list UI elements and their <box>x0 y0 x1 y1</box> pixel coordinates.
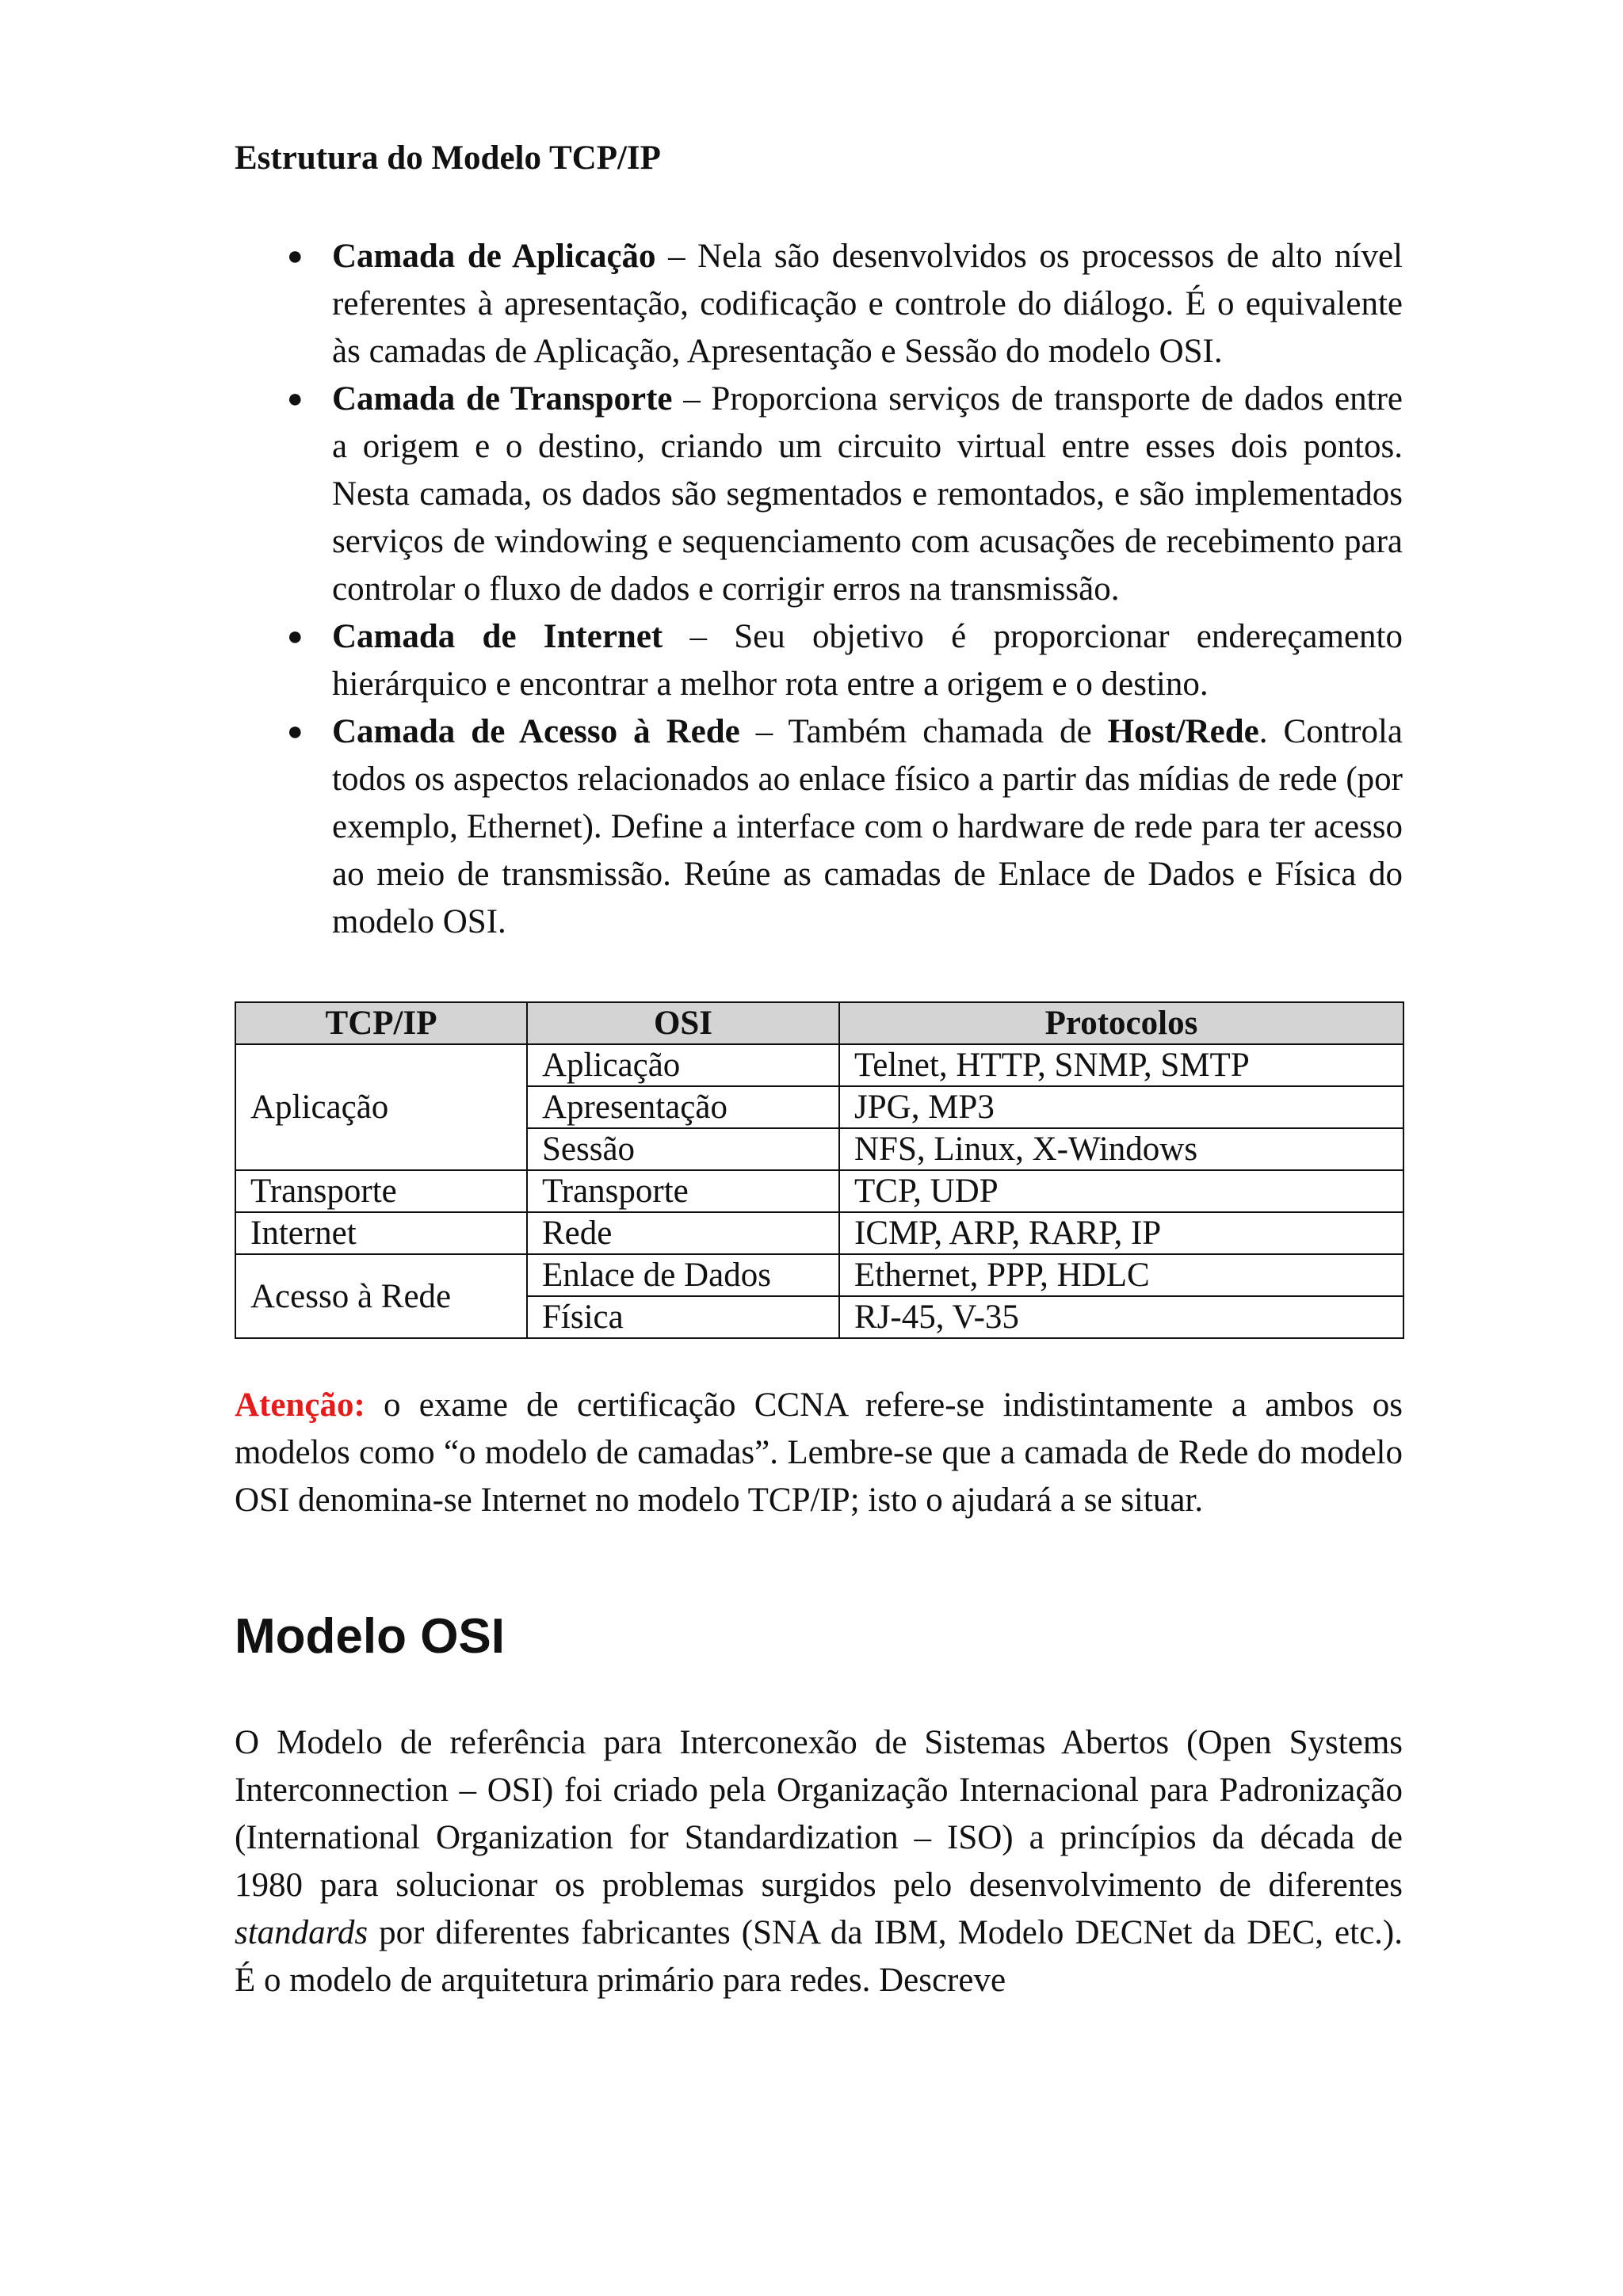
osi-layer-cell: Aplicação <box>527 1044 839 1086</box>
protocols-cell: RJ-45, V-35 <box>839 1296 1403 1338</box>
layer-term: Camada de Internet <box>332 618 663 655</box>
layer-description: – Também chamada de <box>739 713 1108 750</box>
paragraph-text-cont: por diferentes fabricantes (SNA da IBM, Modelo DECNet da DEC, etc.). É o modelo de arquitetura primário para redes. Descreve <box>235 1914 1403 1999</box>
layer-description: – Proporciona serviços de transporte de dados entre a origem e o destino, criando um circuito virtual entre esses dois pontos. Nesta camada, os dados são segmentados e remontados, e são implementados serviços de windowing e sequenciamento com acusações de recebimento para controlar o fluxo de dados e corrigir erros na transmissão. <box>332 380 1403 608</box>
list-item <box>235 708 1403 946</box>
osi-layer-cell: Física <box>527 1296 839 1338</box>
paragraph-italic: standards <box>235 1914 369 1951</box>
table-row <box>235 1044 1403 1086</box>
tcpip-layer-cell: Transporte <box>235 1170 527 1212</box>
osi-paragraph <box>235 1719 1403 2004</box>
protocols-cell: NFS, Linux, X-Windows <box>839 1128 1403 1170</box>
protocols-cell: Ethernet, PPP, HDLC <box>839 1254 1403 1296</box>
attention-text: o exame de certificação CCNA refere-se indistintamente a ambos os modelos como “o modelo de camadas”. Lembre-se que a camada de Rede do modelo OSI denomina-se Internet no modelo TCP/IP; isto o ajudará a se situar. <box>235 1386 1403 1519</box>
layer-term: Camada de Transporte <box>332 380 673 418</box>
attention-label: Atenção: <box>235 1386 365 1424</box>
protocols-cell: Telnet, HTTP, SNMP, SMTP <box>839 1044 1403 1086</box>
layer-alias: Host/Rede <box>1107 713 1259 750</box>
tcpip-layer-cell: Internet <box>235 1212 527 1254</box>
bullet-icon: ● <box>287 717 304 746</box>
layer-list <box>235 233 1403 946</box>
header-tcpip: TCP/IP <box>235 1002 527 1044</box>
header-protocols: Protocolos <box>839 1002 1403 1044</box>
layer-term: Camada de Acesso à Rede <box>332 713 740 750</box>
layer-term: Camada de Aplicação <box>332 238 656 275</box>
table-row <box>235 1212 1403 1254</box>
osi-layer-cell: Sessão <box>527 1128 839 1170</box>
osi-layer-cell: Rede <box>527 1212 839 1254</box>
attention-note <box>235 1382 1403 1524</box>
list-item <box>235 376 1403 613</box>
bullet-icon: ● <box>287 622 304 651</box>
osi-layer-cell: Transporte <box>527 1170 839 1212</box>
protocols-cell: JPG, MP3 <box>839 1086 1403 1128</box>
tcpip-layer-cell: Acesso à Rede <box>235 1254 527 1338</box>
page-heading: Modelo OSI <box>235 1609 505 1664</box>
bullet-icon: ● <box>287 384 304 414</box>
table-row <box>235 1170 1403 1212</box>
header-osi: OSI <box>527 1002 839 1044</box>
paragraph-text: O Modelo de referência para Interconexão de Sistemas Abertos (Open Systems Interconnection – OSI) foi criado pela Organização Internacional para Padronização (International Organization for Standardization – ISO) a princípios da década de 1980 para solucionar os problemas surgidos pelo desenvolvimento de diferentes <box>235 1724 1403 1904</box>
tcpip-layer-cell: Aplicação <box>235 1044 527 1170</box>
table-row <box>235 1254 1403 1296</box>
list-item <box>235 613 1403 708</box>
layers-table <box>235 1001 1404 1339</box>
page-content <box>235 135 1403 2039</box>
section-title: Estrutura do Modelo TCP/IP <box>235 139 661 177</box>
osi-layer-cell: Apresentação <box>527 1086 839 1128</box>
osi-layer-cell: Enlace de Dados <box>527 1254 839 1296</box>
layer-description: – Nela são desenvolvidos os processos de alto nível referentes à apresentação, codificação e controle do diálogo. É o equivalente às camadas de Aplicação, Apresentação e Sessão do modelo OSI. <box>332 238 1403 370</box>
list-item <box>235 233 1403 376</box>
layer-description-cont: . Controla todos os aspectos relacionados ao enlace físico a partir das mídias de rede (por exemplo, Ethernet). Define a interface com o hardware de rede para ter acesso ao meio de transmissão. Reúne as camadas de Enlace de Dados e Física do modelo OSI. <box>332 713 1403 940</box>
protocols-cell: TCP, UDP <box>839 1170 1403 1212</box>
layer-description: – Seu objetivo é proporcionar endereçamento hierárquico e encontrar a melhor rota entre a origem e o destino. <box>332 618 1403 703</box>
bullet-icon: ● <box>287 242 304 271</box>
protocols-cell: ICMP, ARP, RARP, IP <box>839 1212 1403 1254</box>
table-header-row <box>235 1002 1403 1044</box>
